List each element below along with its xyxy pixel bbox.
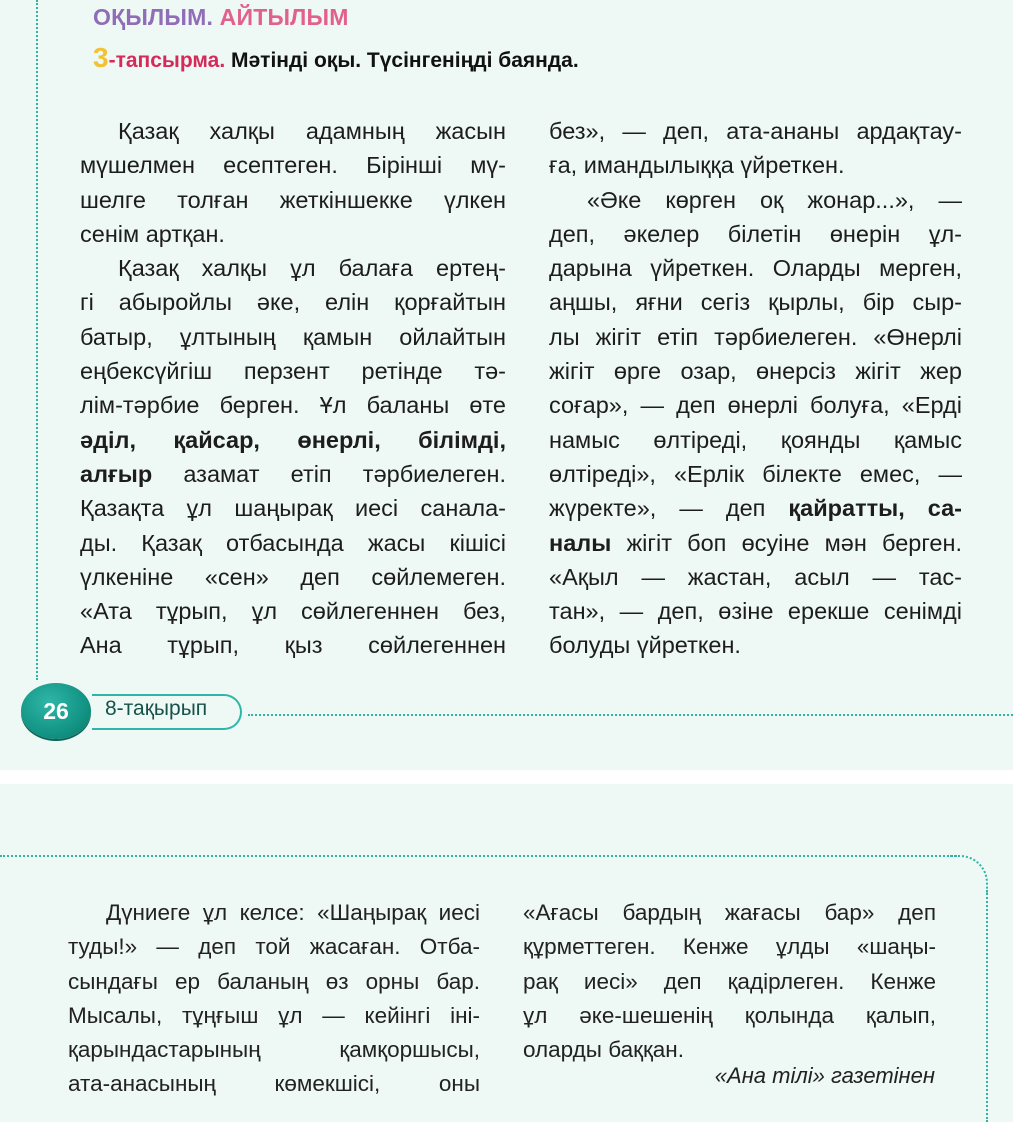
text-line: мүшелмен есептеген. Бірінші мү-: [80, 152, 506, 179]
text-column-top-left: [80, 114, 506, 663]
text-line: намыс өлтіреді, қоянды қамыс: [549, 426, 962, 453]
text-line: болуды үйреткен.: [549, 632, 741, 659]
page-number-badge: 26: [21, 683, 91, 739]
task-number: 3: [93, 42, 109, 73]
text-line: соғар», — деп өнерлі болуға, «Ерді: [549, 392, 962, 419]
text-line: өлтіреді», «Ерлік білекте емес, —: [549, 460, 962, 487]
text-line: қарындастарының қамқоршысы,: [68, 1037, 480, 1063]
text-line: лы жігіт етіп тәрбиелеген. «Өнерлі: [549, 323, 962, 350]
text-line: ата-анасының көмекшісі, оны: [68, 1071, 480, 1097]
text-fragment: азамат етіп тәрбиелеген.: [152, 460, 506, 487]
text-line: үлкеніне «сен» деп сөйлемеген.: [80, 563, 506, 590]
text-fragment: жігіт боп өсуіне мән берген.: [611, 529, 962, 556]
text-line: Қазақта ұл шаңырақ иесі санала-: [80, 495, 506, 522]
task-heading: [93, 42, 579, 74]
text-line: сындағы ер баланың өз орны бар.: [68, 968, 480, 994]
text-line: ұл әке-шешенің қолында қалып,: [523, 1002, 936, 1028]
text-line: лім-тәрбие берген. Ұл баланы өте: [80, 392, 506, 419]
text-line: сенім артқан.: [80, 220, 225, 247]
text-line: «Ағасы бардың жағасы бар» деп: [523, 900, 936, 925]
text-column-top-right: [549, 114, 962, 663]
footer-dotted-line: [248, 714, 1013, 716]
text-line: Қазақ халқы ұл балаға ертең-: [118, 255, 506, 282]
text-line: еңбексүйгіш перзент ретінде тә-: [80, 358, 506, 385]
text-line: дарына үйреткен. Оларды мерген,: [549, 255, 962, 282]
text-line: «Әке көрген оқ жонар...», —: [587, 186, 962, 213]
text-line: жігіт өрге озар, өнерсіз жігіт жер: [549, 358, 962, 385]
section-heading-speaking: АЙТЫЛЫМ: [219, 4, 349, 30]
text-line: тан», — деп, өзіне ерекше сенімді: [549, 598, 962, 625]
text-line: рақ иесі» деп қадірлеген. Кенже: [523, 968, 936, 994]
left-dotted-border: [36, 0, 38, 680]
text-column-bottom-left: [68, 896, 480, 1102]
text-line-bold: әділ, қайсар, өнерлі, білімді,: [80, 426, 506, 453]
text-line: «Ата тұрып, ұл сөйлегеннен без,: [80, 598, 506, 625]
task-label: -тапсырма.: [108, 49, 226, 72]
topic-label: 8-тақырып: [105, 697, 208, 720]
lower-page-dotted-line: [0, 855, 960, 857]
text-line: гі абыройлы әке, елін қорғайтын: [80, 289, 506, 316]
text-line: Мысалы, тұңғыш ұл — кейінгі іні-: [68, 1002, 480, 1028]
text-line: Қазақ халқы адамның жасын: [118, 118, 506, 144]
text-fragment: жүректе», — деп: [549, 495, 789, 522]
section-heading-reading: ОҚЫЛЫМ.: [93, 4, 214, 30]
text-line: Ана тұрып, қыз сөйлегеннен: [80, 632, 506, 659]
text-line: шелге толған жеткіншекке үлкен: [80, 186, 506, 213]
text-line: [549, 491, 962, 525]
text-line: ды. Қазақ отбасында жасы кішісі: [80, 529, 506, 556]
text-line: [80, 457, 506, 491]
bold-word: налы: [549, 529, 612, 556]
page-separator: [0, 770, 1013, 784]
text-column-bottom-right: [523, 896, 936, 1067]
bold-word: алғыр: [80, 460, 153, 487]
text-line: аңшы, яғни сегіз қырлы, бір сыр-: [549, 289, 962, 316]
bold-word: қайратты, са-: [788, 495, 962, 522]
text-line: құрметтеген. Кенже ұлды «шаңы-: [523, 934, 936, 960]
text-line: ға, имандылыққа үйреткен.: [549, 152, 845, 179]
text-line: батыр, ұлтының қамын ойлайтын: [80, 323, 506, 350]
text-line: [549, 526, 962, 560]
text-line: оларды баққан.: [523, 1037, 684, 1063]
text-line: Дүниеге ұл келсе: «Шаңырақ иесі: [106, 900, 480, 925]
source-citation: «Ана тілі» газетінен: [714, 1063, 935, 1088]
right-dotted-border: [986, 890, 988, 1122]
text-line: туды!» — деп той жасаған. Отба-: [68, 934, 480, 960]
task-instruction: Мәтінді оқы. Түсінгеніңді баянда.: [231, 49, 579, 72]
section-heading: [93, 4, 349, 31]
text-line: деп, әкелер білетін өнерін ұл-: [549, 220, 962, 247]
text-line: без», — деп, ата-ананы ардақтау-: [549, 118, 962, 144]
text-line: «Ақыл — жастан, асыл — тас-: [549, 563, 962, 590]
